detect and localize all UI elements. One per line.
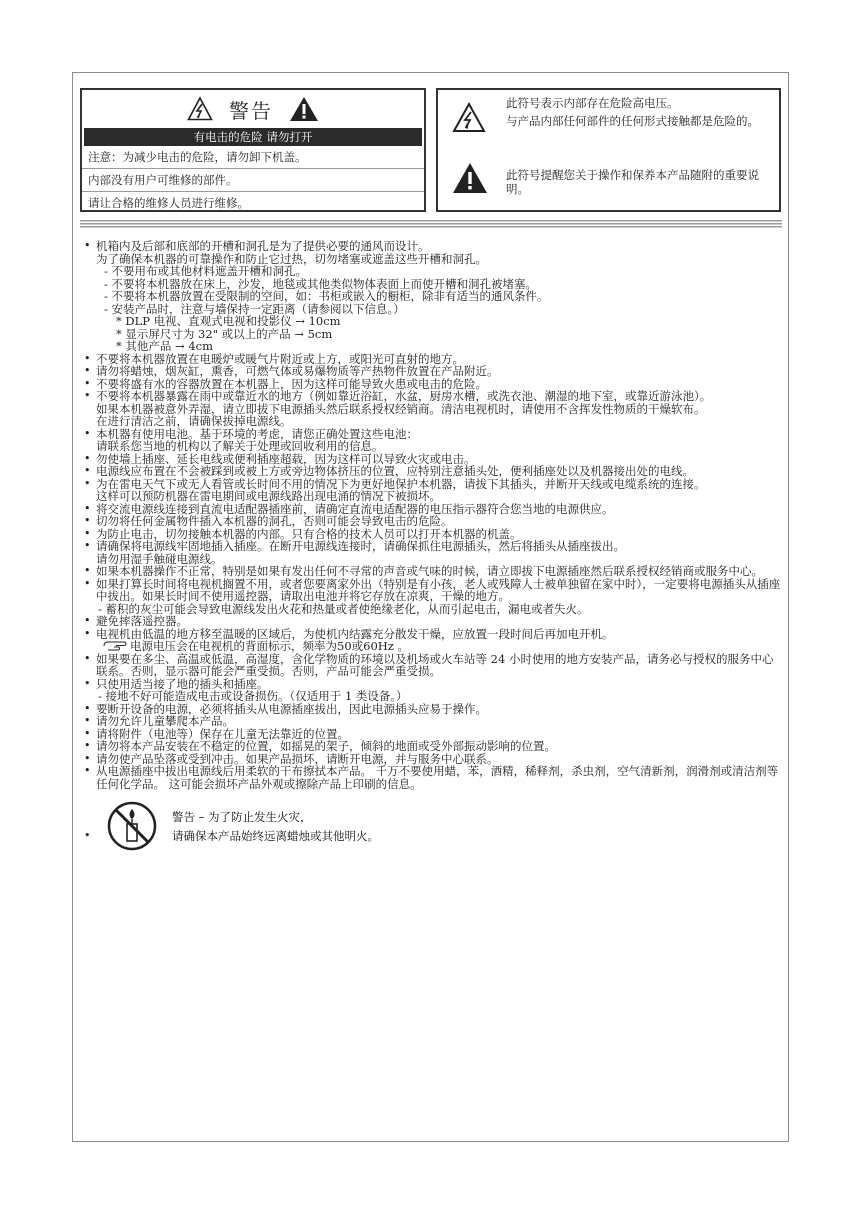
- item-text: - 不要用布或其他材料遮盖开槽和洞孔。: [104, 264, 308, 278]
- item-text: - 不要将本机器放置在受限制的空间，如：书柜或嵌入的橱柜，除非有适当的通风条件。: [104, 289, 549, 303]
- bullet-item: [84, 390, 784, 428]
- item-text: • 只使用适当接了地的插头和插座。: [96, 676, 269, 691]
- item-text: • 机箱内及后部和底部的开槽和洞孔是为了提供必要的通风而设计。: [96, 239, 430, 253]
- bullet-item: [84, 653, 784, 678]
- item-text: 这样可以预防机器在雷电期间或电源线路出现电涌的情况下被损坏。: [96, 489, 441, 503]
- fire-warning-text: [172, 808, 379, 846]
- bullet-item: [84, 715, 784, 728]
- warning-box: [80, 88, 426, 212]
- item-text: 如果本机器被意外弄湿，请立即拔下电源插头然后联系授权经销商。清洁电视机时，请使用不含挥发性物质的干燥软布。: [96, 401, 706, 416]
- item-text: 请联系您当地的机构以了解关于处理或回收利用的信息。: [96, 439, 384, 453]
- attention-symbol-icon: [452, 162, 488, 194]
- dash-item: [84, 690, 784, 703]
- bullet-item: [84, 578, 784, 603]
- item-text: • 本机器有使用电池。基于环境的考虑，请您正确处置这些电池：: [96, 426, 418, 441]
- note-item: [84, 640, 784, 653]
- item-text: • 为防止电击，切勿接触本机器的内部。只有合格的技术人员可以打开本机器的机盖。: [96, 526, 522, 541]
- item-text: • 不要将本机器暴露在雨中或靠近水的地方（例如靠近浴缸，水盆，厨房水槽，或洗衣池、潮湿的地下室，或靠近游泳池）。: [96, 389, 712, 403]
- item-text: - 安装产品时，注意与墙保持一定距离（请参阅以下信息。）: [104, 301, 405, 316]
- exclamation-triangle-icon: [289, 96, 319, 122]
- item-text: • 如果打算长时间将电视机搁置不用，或者您要离家外出（特别是有小孩，老人或残障人士被单独留在家中时），一定要将电源插头从插座中拔出。如果长时间不使用遥控器，请取出电池并将它存放在凉爽，干燥的地方。: [96, 576, 781, 603]
- item-text: - 接地不好可能造成电击或设备损伤。（仅适用于 1 类设备。）: [98, 689, 408, 703]
- item-text: • 切勿将任何金属物件插入本机器的洞孔，否则可能会导致电击的危险。: [96, 514, 453, 528]
- item-text: • 为在雷电天气下或无人看管或长时间不用的情况下为更好地保护本机器，请拔下其插头，并断开天线或电缆系统的连接。: [96, 476, 706, 491]
- warning-line: 注意：为减少电击的危险，请勿卸下机盖。: [88, 150, 307, 164]
- attention-symbol-text: 此符号提醒您关于操作和保养本产品随附的重要说明。: [506, 168, 759, 196]
- safety-instructions-list: [84, 240, 784, 860]
- item-text: • 请勿将蜡烛，烟灰缸，熏香，可燃气体或易爆物质等产热物件放置在产品附近。: [96, 364, 499, 378]
- item-text: 为了确保本机器的可靠操作和防止它过热，切勿堵塞或遮盖这些开槽和洞孔。: [96, 251, 487, 266]
- bullet-item: [84, 365, 784, 378]
- item-text: • 请勿使产品坠落或受到冲击。如果产品损坏，请断开电源，并与服务中心联系。: [96, 751, 499, 766]
- item-text: * 其他产品 → 4cm: [116, 339, 214, 353]
- item-text: • 避免摔落遥控器。: [96, 614, 188, 628]
- item-text: • 请确保将电源线牢固地插入插座。在断开电源线连接时，请确保抓住电源插头，然后将插头从插座拔出。: [96, 539, 625, 553]
- item-text: • 要断开设备的电源，必须将插头从电源插座拔出，因此电源插头应易于操作。: [96, 701, 487, 716]
- item-text: • 请勿允许儿童攀爬本产品。: [96, 714, 234, 728]
- warning-header: [82, 90, 424, 128]
- bullet-item: [84, 478, 784, 503]
- warning-title: 警告: [229, 98, 273, 123]
- item-text: * DLP 电视、直观式电视和投影仪 → 10cm: [116, 314, 341, 328]
- fire-warning: [84, 800, 784, 860]
- item-text: • 将交流电源线连接到直流电适配器插座前，请确定直流电适配器的电压指示器符合您当地的电源供应。: [96, 501, 614, 516]
- item-text: • 请勿将本产品安装在不稳定的位置，如摇晃的架子，倾斜的地面或受外部振动影响的位置。: [96, 739, 556, 753]
- bullet-item: [84, 240, 784, 265]
- bullet-item: [84, 678, 784, 691]
- warning-line: 内部没有用户可维修的部件。: [82, 168, 424, 191]
- high-voltage-symbol-icon: [452, 102, 486, 134]
- bullet-item: [84, 740, 784, 753]
- note-text: 电源电压会在电视机的背面标示，频率为50或60Hz 。: [130, 639, 410, 653]
- item-text: • 从电源插座中拔出电源线后用柔软的干布擦拭本产品。 千万不要使用蜡，苯，酒精，稀释剂，杀虫剂，空气清新剂，润滑剂或清洁剂等任何化学品。 这可能会损坏产品外观或擦除产品上印刷的信息。: [96, 764, 779, 791]
- dash-item: [84, 603, 784, 616]
- item-text: • 勿使墙上插座、延长电线或便利插座超载，因为这样可以导致火灾或电击。: [96, 451, 476, 466]
- bullet-item: [84, 565, 784, 578]
- divider-stripes: [80, 220, 782, 229]
- item-text: 请勿用湿手触碰电源线。: [96, 551, 223, 566]
- item-text: • 不要将本机器放置在电暖炉或暖气片附近或上方，或阳光可直射的地方。: [96, 351, 464, 366]
- bullet-item: [84, 465, 784, 478]
- item-text: • 请将附件（电池等）保存在儿童无法靠近的位置。: [96, 726, 349, 741]
- pointing-hand-icon: [102, 640, 128, 652]
- bullet-item: [84, 515, 784, 528]
- fire-warning-line2: 请确保本产品始终远离蜡烛或其他明火。: [172, 829, 379, 843]
- symbol-explanation-box: [436, 88, 781, 212]
- shock-hazard-bar: 有电击的危险 请勿打开: [84, 128, 422, 146]
- item-text: • 电视机由低温的地方移至温暖的区域后，为使机内结露充分散发干燥，应放置一段时间后再加电开机。: [96, 626, 614, 641]
- bullet-dot: •: [84, 829, 91, 842]
- item-text: • 电源线应布置在不会被踩到或被上方或旁边物体挤压的位置，应特别注意插头处，便利插座处以及机器接出处的电线。: [96, 464, 694, 478]
- bullet-item: [84, 615, 784, 628]
- item-text: • 不要将盛有水的容器放置在本机器上，因为这样可能导致火患或电击的危险。: [96, 376, 487, 391]
- item-text: - 不要将本机器放在床上，沙发，地毯或其他类似物体表面上而使开槽和洞孔被堵塞。: [104, 276, 538, 291]
- warning-line: 请让合格的维修人员进行维修。: [82, 191, 424, 214]
- voltage-symbol-text: 此符号表示内部存在危险高电压。: [506, 96, 679, 110]
- item-text: * 显示屏尺寸为 32" 或以上的产品 → 5cm: [116, 326, 333, 341]
- no-candle-icon: [106, 800, 158, 852]
- item-text: - 蓄积的灰尘可能会导致电源线发出火花和热量或者使绝缘老化，从而引起电击，漏电或者失火。: [98, 601, 589, 616]
- item-text: 在进行清洁之前，请确保拔掉电源线。: [96, 414, 292, 428]
- item-text: • 如果本机器操作不正常，特别是如果有发出任何不寻常的声音或气味的时候，请立即拔下电源插座然后联系授权经销商或服务中心。: [96, 564, 763, 578]
- bullet-item: [84, 540, 784, 565]
- bullet-item: [84, 428, 784, 453]
- fire-warning-line1: 警告 – 为了防止发生火灾，: [172, 810, 312, 824]
- item-text: • 如果要在多尘、高温或低温，高湿度，含化学物质的环境以及机场或火车站等 24 小时使用的地方安装产品，请务必与授权的服务中心联系。否则，显示器可能会严重受损。否则，产品可能会严重受损。: [96, 651, 774, 678]
- high-voltage-outline-icon: [187, 96, 213, 122]
- distance-item: [84, 340, 784, 353]
- bullet-item: [84, 765, 784, 790]
- bullet-item: [84, 628, 784, 641]
- contact-danger-text: 与产品内部任何部件的任何形式接触都是危险的。: [506, 114, 759, 128]
